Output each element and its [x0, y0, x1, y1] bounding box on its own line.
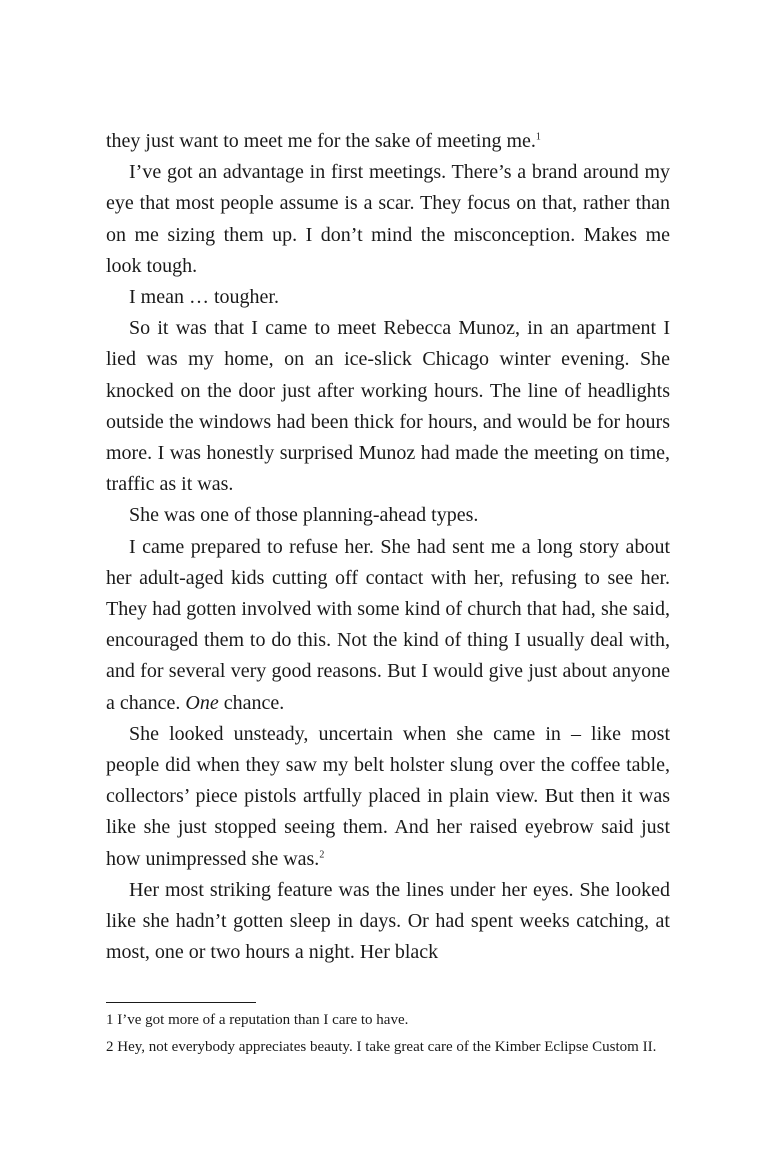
- footnote-divider: [106, 1002, 256, 1003]
- emphasis: One: [185, 691, 219, 714]
- footnote-1: 1 I’ve got more of a reputation than I care to have.: [106, 1012, 409, 1028]
- footnotes: [106, 1010, 670, 1064]
- footnote-2: 2 Hey, not everybody appreciates beauty. I take great care of the Kimber Eclipse Custom II.: [106, 1039, 657, 1055]
- body-text: [106, 126, 670, 968]
- paragraph: I came prepared to refuse her. She had sent me a long story about her adult-aged kids cutting off contact with her, refusing to see her. They had gotten involved with some kind of church that had, she said, encouraged them to do this. Not the kind of thing I usually deal with, and for several very good reasons. But I would give just about anyone a chance. One chance.: [106, 535, 670, 714]
- paragraph: I’ve got an advantage in first meetings. There’s a brand around my eye that most people assume is a scar. They focus on that, rather than on me sizing them up. I don’t mind the misconception. Makes me look tough.: [106, 161, 670, 277]
- paragraph: So it was that I came to meet Rebecca Munoz, in an apartment I lied was my home, on an ice-slick Chicago winter evening. She knocked on the door just after working hours. The line of headlights outside the windows had been thick for hours, and would be for hours more. I was honestly surprised Munoz had made the meeting on time, traffic as it was.: [106, 317, 670, 496]
- footnote-ref-1: 1: [535, 131, 541, 143]
- paragraph: She was one of those planning-ahead types.: [129, 504, 479, 527]
- paragraph: Her most striking feature was the lines under her eyes. She looked like she hadn’t gotten sleep in days. Or had spent weeks catching, at most, one or two hours a night. Her black: [106, 878, 670, 964]
- paragraph: She looked unsteady, uncertain when she came in – like most people did when they saw my belt holster slung over the coffee table, collectors’ piece pistols artfully placed in plain view. But then it was like she just stopped seeing them. And her raised eyebrow said just how unimpressed she was.$^2$: [106, 722, 670, 870]
- paragraph: I mean … tougher.: [129, 286, 279, 309]
- footnote-ref-2: 2: [319, 849, 325, 861]
- paragraph: they just want to meet me for the sake of meeting me.$^1$: [106, 130, 541, 152]
